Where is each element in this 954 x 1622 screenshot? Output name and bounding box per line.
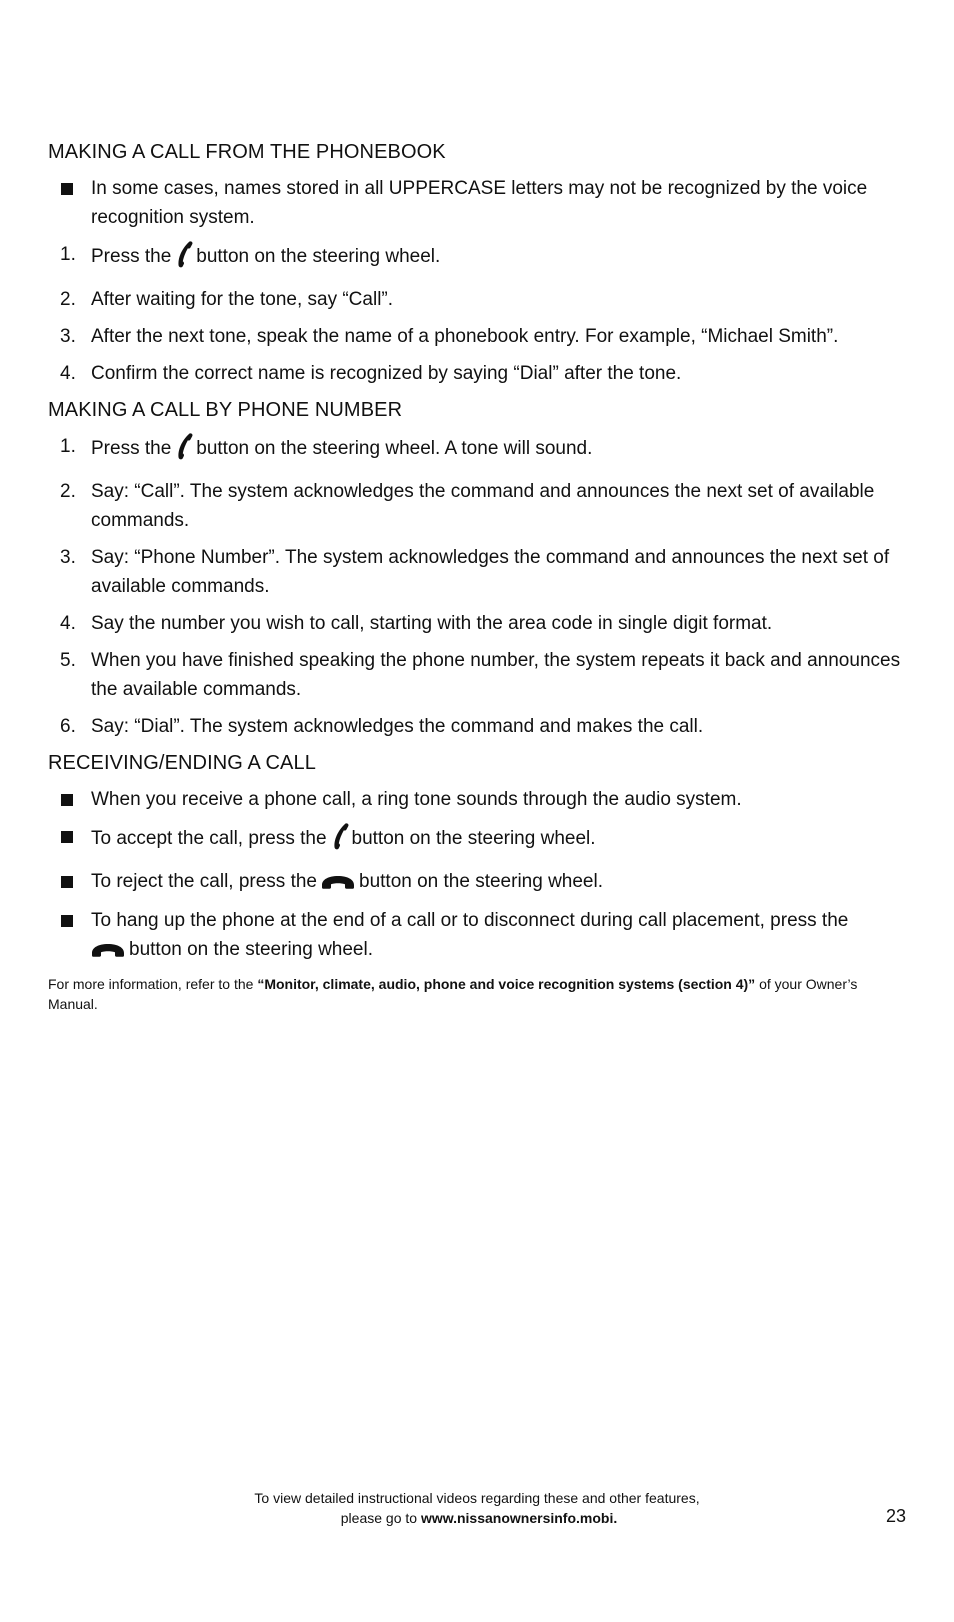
phone-hangup-icon xyxy=(91,937,125,966)
item-text: When you receive a phone call, a ring tone sounds through the audio system. xyxy=(91,789,742,810)
list-item xyxy=(48,609,908,638)
square-bullet-icon xyxy=(61,831,73,843)
step-number: 2. xyxy=(60,481,76,502)
section-phone-number xyxy=(48,396,908,741)
step-number: 3. xyxy=(60,326,76,347)
item-text: Say the number you wish to call, starting with the area code in single digit format. xyxy=(91,613,773,634)
item-text: button on the steering wheel. xyxy=(351,828,596,849)
section-heading: RECEIVING/ENDING A CALL xyxy=(48,752,316,774)
item-text: Say: “Phone Number”. The system acknowledges the command and announces the next set of available commands. xyxy=(91,547,890,597)
step-number: 5. xyxy=(60,650,76,671)
step-number: 1. xyxy=(60,436,76,457)
manual-page xyxy=(48,138,908,1014)
item-text: In some cases, names stored in all UPPERCASE letters may not be recognized by the voice recognition system. xyxy=(91,178,868,228)
item-text: To reject the call, press the xyxy=(91,871,317,892)
footnote-text: of your Owner’s Manual. xyxy=(48,976,858,1012)
item-text: To accept the call, press the xyxy=(91,828,327,849)
footer-line xyxy=(0,1508,954,1528)
phone-pickup-icon xyxy=(174,432,194,469)
item-text: Say: “Call”. The system acknowledges the command and announces the next set of available commands. xyxy=(91,481,875,531)
step-number: 4. xyxy=(60,363,76,384)
section-phonebook xyxy=(48,138,908,388)
item-text: When you have finished speaking the phone number, the system repeats it back and announces the available commands. xyxy=(91,650,901,700)
step-number: 6. xyxy=(60,716,76,737)
section-heading: MAKING A CALL FROM THE PHONEBOOK xyxy=(48,141,446,163)
list-item xyxy=(48,477,908,535)
square-bullet-icon xyxy=(61,876,73,888)
list-item xyxy=(48,543,908,601)
square-bullet-icon xyxy=(61,915,73,927)
item-text: Confirm the correct name is recognized by saying “Dial” after the tone. xyxy=(91,363,682,384)
phone-pickup-icon xyxy=(330,822,350,859)
phone-hangup-icon xyxy=(321,869,355,898)
list-item xyxy=(48,646,908,704)
list-item xyxy=(48,785,908,814)
list-item xyxy=(48,432,908,469)
square-bullet-icon xyxy=(61,794,73,806)
page-footer xyxy=(0,1488,954,1528)
step-number: 3. xyxy=(60,547,76,568)
item-text: button on the steering wheel. xyxy=(196,246,441,267)
item-text: button on the steering wheel. xyxy=(129,939,374,960)
item-text: To hang up the phone at the end of a call or to disconnect during call placement, press the xyxy=(91,910,849,931)
item-text: Press the xyxy=(91,246,172,267)
footnote-reference: “Monitor, climate, audio, phone and voice recognition systems (section 4)” xyxy=(257,976,756,992)
list-item xyxy=(48,174,908,232)
section-receiving xyxy=(48,749,908,966)
item-text: After the next tone, speak the name of a phonebook entry. For example, “Michael Smith”. xyxy=(91,326,839,347)
section-heading: MAKING A CALL BY PHONE NUMBER xyxy=(48,399,403,421)
footer-line: To view detailed instructional videos regarding these and other features, xyxy=(254,1490,700,1506)
square-bullet-icon xyxy=(61,183,73,195)
step-number: 2. xyxy=(60,289,76,310)
item-text: Say: “Dial”. The system acknowledges the command and makes the call. xyxy=(91,716,704,737)
footnote xyxy=(48,974,908,1014)
list-item xyxy=(48,240,908,277)
page-number: 23 xyxy=(886,1506,907,1526)
list-item xyxy=(48,322,908,351)
list-item xyxy=(48,867,908,898)
step-number: 4. xyxy=(60,613,76,634)
list-item xyxy=(48,359,908,388)
item-text: Press the xyxy=(91,438,172,459)
list-item xyxy=(48,906,908,966)
list-item xyxy=(48,822,908,859)
phone-pickup-icon xyxy=(174,240,194,277)
list-item xyxy=(48,285,908,314)
item-text: button on the steering wheel. A tone will sound. xyxy=(196,438,593,459)
step-number: 1. xyxy=(60,244,76,265)
list-item xyxy=(48,712,908,741)
footer-link[interactable]: www.nissanownersinfo.mobi. xyxy=(420,1510,618,1526)
item-text: After waiting for the tone, say “Call”. xyxy=(91,289,394,310)
item-text: button on the steering wheel. xyxy=(359,871,604,892)
footer-text: please go to xyxy=(340,1510,418,1526)
footnote-text: For more information, refer to the xyxy=(48,976,254,992)
